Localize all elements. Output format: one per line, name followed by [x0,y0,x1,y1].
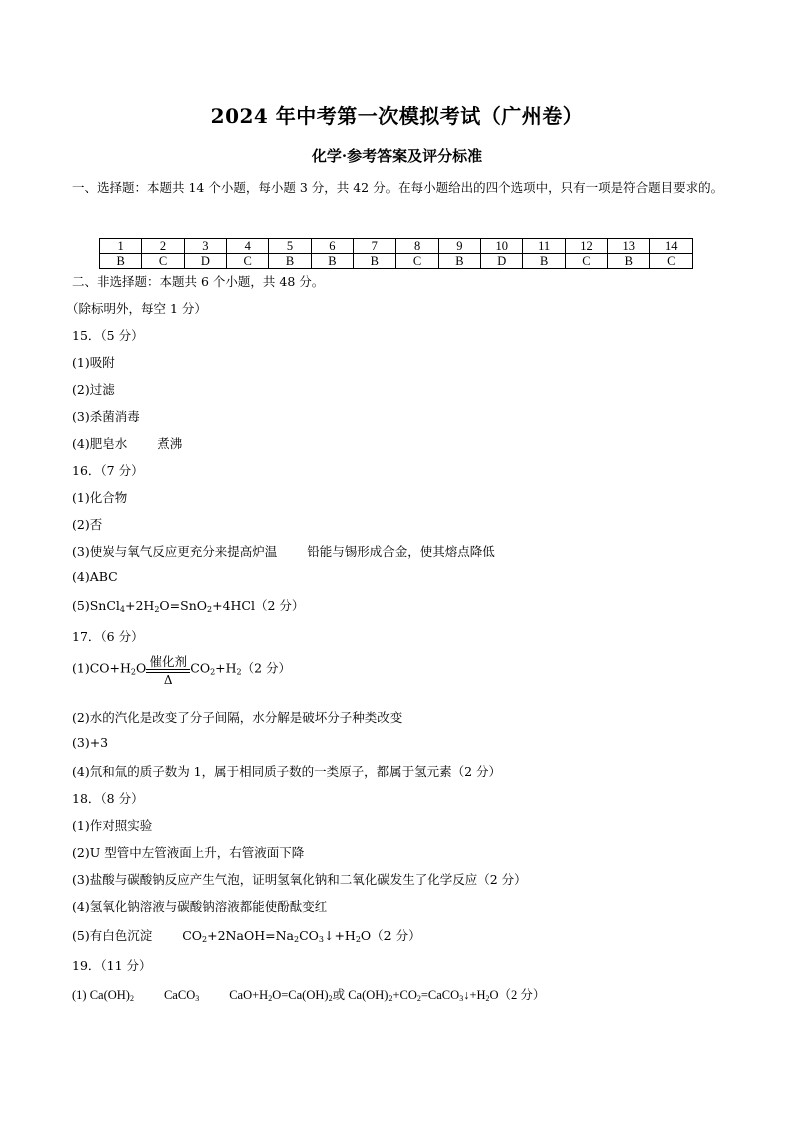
q17-answer-4: (4)氘和氚的质子数为 1，属于相同质子数的一类原子，都属于氢元素（2 分） [72,764,502,779]
table-cell-number: 14 [650,239,693,254]
table-row-numbers [100,239,693,254]
table-cell-number: 5 [269,239,311,254]
table-cell-number: 13 [608,239,650,254]
q15-answer-4a: (4)肥皂水 [72,436,128,451]
table-cell-number: 9 [438,239,480,254]
table-cell-answer: B [608,254,650,269]
formula-fragment: 2 [236,667,242,677]
formula-fragment: 3 [318,935,324,944]
reaction-condition [146,652,190,686]
formula-fragment: =CaCO [420,988,460,1002]
formula-fragment: 2 [268,994,273,1003]
q15-answer-3: (3)杀菌消毒 [72,409,140,424]
q18-heading: 18．（8 分） [72,791,144,806]
q15-answer-1: (1)吸附 [72,355,115,370]
formula-fragment: Δ [163,673,173,687]
q17-answer-2: (2)水的汽化是改变了分子间隔，水分解是破坏分子种类改变 [72,710,403,725]
table-cell-number: 7 [354,239,396,254]
formula-fragment: +H [215,660,237,676]
table-cell-number: 3 [184,239,226,254]
table-cell-number: 6 [311,239,353,254]
q16-heading: 16．（7 分） [72,463,144,478]
formula-fragment: 2 [202,935,208,944]
table-cell-answer: B [354,254,396,269]
q15-answer-2: (2)过滤 [72,382,115,397]
section2-instructions: 二、非选择题：本题共 6 个小题，共 48 分。 [72,274,325,289]
q17-answer-1-equation [72,652,291,686]
formula-fragment: 2 [416,994,421,1003]
formula-fragment: 2 [129,994,134,1003]
q16-answer-3b: 铅能与锡形成合金，使其熔点降低 [307,544,495,559]
formula-fragment: O（2 分） [360,928,421,943]
formula-fragment: 2 [328,994,333,1003]
formula-fragment: 2 [293,935,300,944]
table-cell-answer: B [311,254,353,269]
q15-answer-4 [72,434,182,452]
page-subtitle: 化学·参考答案及评分标准 [311,147,483,165]
formula-fragment: 或 Ca(OH) [332,988,389,1002]
formula-fragment: 2 [355,935,361,944]
table-cell-answer: D [184,254,226,269]
formula-fragment: CO [299,928,319,943]
formula-fragment: 2 [388,994,393,1003]
q15-heading: 15．（5 分） [72,328,144,343]
table-cell-number: 10 [481,239,523,254]
formula-fragment: (1)CO+H [72,660,131,676]
formula-fragment: CO [182,928,203,943]
table-cell-answer: C [565,254,607,269]
q16-answer-3a: (3)使炭与氧气反应更充分来提高炉温 [72,544,278,559]
formula-fragment: +2NaOH=Na [207,928,294,943]
formula-fragment: (5)有白色沉淀 [72,928,153,943]
q16-answer-3 [72,542,495,560]
section1-instructions: 一、选择题：本题共 14 个小题，每小题 3 分，共 42 分。在每小题给出的四个选项中，只有一项是符合题目要求的。 [72,180,724,195]
choice-answer-table [99,238,693,269]
q18-answer-2: (2)U 型管中左管液面上升，右管液面下降 [72,845,305,860]
table-row-answers [100,254,693,269]
q18-answer-5 [72,926,421,944]
formula-fragment: CO [190,660,211,676]
table-cell-answer: B [100,254,142,269]
formula-fragment: 2 [207,605,213,614]
q18-answer-4: (4)氢氧化钠溶液与碳酸钠溶液都能使酚酞变红 [72,899,328,914]
q16-answer-4: (4)ABC [72,569,118,584]
formula-fragment: +4HCl（2 分） [212,598,305,613]
q16-answer-1: (1)化合物 [72,490,128,505]
formula-fragment: ↓+H [463,988,486,1002]
table-cell-answer: B [523,254,565,269]
q19-heading: 19．（11 分） [72,958,152,973]
q17-heading: 17．（6 分） [72,629,144,644]
table-cell-answer: D [481,254,523,269]
formula-fragment: +2H [124,598,155,613]
q19-answer-1 [72,985,545,1003]
formula-fragment: O（2 分） [489,988,546,1002]
table-cell-number: 11 [523,239,565,254]
formula-fragment: 2 [210,667,216,677]
formula-fragment: 催化剂 [149,654,187,669]
table-cell-number: 2 [142,239,184,254]
table-cell-number: 1 [100,239,142,254]
table-cell-answer: C [396,254,438,269]
formula-fragment: 2 [130,667,136,677]
formula-fragment: （2 分） [241,660,292,676]
q15-answer-4b: 煮沸 [157,436,183,451]
table-cell-number: 8 [396,239,438,254]
page-title: 2024 年中考第一次模拟考试（广州卷） [210,104,584,128]
formula-fragment: ↓+H [323,928,356,943]
formula-fragment: 4 [119,605,125,614]
formula-fragment: O=Ca(OH) [272,988,329,1002]
formula-fragment: CaO+H [229,988,269,1002]
formula-fragment: O [136,660,147,676]
section2-note: （除标明外，每空 1 分） [66,301,207,316]
table-cell-answer: B [269,254,311,269]
q18-answer-3: (3)盐酸与碳酸钠反应产生气泡，证明氢氧化钠和二氧化碳发生了化学反应（2 分） [72,872,527,887]
table-cell-number: 4 [227,239,269,254]
formula-fragment: (5)SnCl [72,598,120,613]
q16-answer-5 [72,596,304,614]
formula-fragment: +CO [392,988,417,1002]
formula-fragment: (1) Ca(OH) [72,988,130,1002]
formula-fragment: 2 [154,605,160,614]
formula-fragment: CaCO [163,988,196,1002]
q18-answer-1: (1)作对照实验 [72,818,153,833]
formula-fragment: 3 [195,994,200,1003]
formula-fragment: O=SnO [159,598,207,613]
formula-fragment: 3 [459,994,464,1003]
table-cell-answer: B [438,254,480,269]
formula-fragment: 2 [485,994,490,1003]
table-cell-answer: C [650,254,693,269]
q16-answer-2: (2)否 [72,517,103,532]
q17-answer-3: (3)+3 [72,735,109,750]
table-cell-answer: C [227,254,269,269]
table-cell-answer: C [142,254,184,269]
table-cell-number: 12 [565,239,607,254]
